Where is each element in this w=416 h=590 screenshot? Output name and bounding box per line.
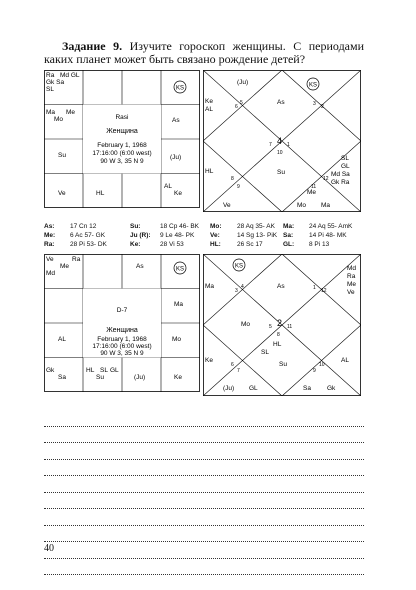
planet-value: 14 Sg 13- PiK <box>237 232 278 239</box>
d7-n-num-6: 6 <box>231 362 234 368</box>
planet-name: GL: <box>283 241 295 248</box>
planet-row <box>44 240 364 249</box>
d7-n-su: Su <box>279 361 287 368</box>
planet-row <box>44 231 364 240</box>
d7-ve: Ve <box>46 256 54 263</box>
rasi-n-mo: Mo <box>297 202 307 209</box>
planet-name: Ju (R): <box>130 232 151 239</box>
rasi-center-date: February 1, 1968 <box>97 142 147 149</box>
planet-value: 6 Ac 57- GK <box>70 232 106 239</box>
answer-line[interactable] <box>44 493 364 510</box>
planet-name: Ke: <box>130 241 141 248</box>
rasi-n-hl: HL <box>205 168 214 175</box>
planet-name: Ra: <box>44 241 55 248</box>
rasi-ra: Ra <box>46 72 55 79</box>
rasi-n-mdsa: Md Sa <box>331 171 350 178</box>
d7-n-ma: Ma <box>205 283 215 290</box>
rasi-gk-sa: Gk Sa <box>46 79 65 86</box>
planet-positions-table <box>44 222 364 249</box>
rasi-n-num-3: 3 <box>313 101 316 107</box>
planet-value: 24 Aq 55- AmK <box>309 223 353 230</box>
rasi-center-coords: 90 W 3, 35 N 9 <box>100 158 144 165</box>
rasi-n-num-10: 10 <box>277 150 283 156</box>
d7-center-time: 17:16:00 (6:00 west) <box>92 343 152 350</box>
d7-n-ju: (Ju) <box>223 385 235 392</box>
rasi-ju: (Ju) <box>170 154 182 161</box>
d7-sl: SL <box>100 367 108 374</box>
rasi-ma: Ma <box>46 109 56 116</box>
answer-lines <box>44 410 364 575</box>
planet-name: Mo: <box>210 223 222 230</box>
d7-n-gk: Gk <box>327 385 336 392</box>
rasi-n-num-9: 9 <box>237 184 240 190</box>
d7-center-name: Женщина <box>106 327 138 334</box>
task-label: Задание 9. <box>62 39 123 53</box>
d7-n-num-12: 12 <box>321 288 327 294</box>
answer-line[interactable] <box>44 542 364 559</box>
answer-line[interactable] <box>44 526 364 543</box>
answer-line[interactable] <box>44 443 364 460</box>
rasi-n-al: AL <box>205 106 213 113</box>
rasi-hl: HL <box>96 190 105 197</box>
rasi-n-num-8: 8 <box>231 176 234 182</box>
rasi-n-sl: SL <box>341 155 349 162</box>
planet-row <box>44 222 364 231</box>
d7-north-chart <box>203 254 361 396</box>
d7-ke: Ke <box>174 374 182 381</box>
d7-center-coords: 90 W 3, 35 N 9 <box>100 350 144 357</box>
d7-south-chart <box>44 254 200 392</box>
rasi-n-num-2: 2 <box>321 104 324 110</box>
answer-line[interactable] <box>44 427 364 444</box>
planet-value: 18 Cp 46- BK <box>160 223 200 230</box>
d7-n-as: As <box>277 283 285 290</box>
d7-center-date: February 1, 1968 <box>97 336 147 343</box>
rasi-ke: Ke <box>174 190 182 197</box>
task-text: Изучите гороскоп женщины. С периодами каких планет может быть связано рождение детей? <box>44 39 365 66</box>
planet-value: 28 Pi 53- DK <box>70 241 107 248</box>
planet-name: Sa: <box>283 232 294 239</box>
planet-name: Ma: <box>283 223 295 230</box>
d7-n-sl: SL <box>261 349 269 356</box>
ks-icon <box>174 81 186 93</box>
rasi-mo: Mo <box>54 116 64 123</box>
rasi-n-ve: Ve <box>223 202 231 209</box>
d7-gk: Gk <box>46 367 55 374</box>
d7-al: AL <box>58 336 66 343</box>
answer-line[interactable] <box>44 509 364 526</box>
svg-text:KS: KS <box>175 85 185 92</box>
planet-name: Ve: <box>210 232 220 239</box>
planet-value: 28 Vi 53 <box>160 241 184 248</box>
rasi-n-ke: Ke <box>205 98 213 105</box>
d7-sa: Sa <box>58 374 66 381</box>
rasi-n-su: Su <box>277 169 285 176</box>
d7-n-num-10: 10 <box>319 362 325 368</box>
svg-text:KS: KS <box>308 82 318 89</box>
rasi-as: As <box>172 117 180 124</box>
d7-ma: Ma <box>174 301 184 308</box>
rasi-n-ju: (Ju) <box>237 79 249 86</box>
planet-name: HL: <box>210 241 221 248</box>
d7-n-num-4: 4 <box>241 284 244 290</box>
answer-line[interactable] <box>44 460 364 477</box>
d7-n-num-3: 3 <box>235 288 238 294</box>
answer-line[interactable] <box>44 476 364 493</box>
planet-name: Me: <box>44 232 56 239</box>
planet-name: Su: <box>130 223 141 230</box>
d7-n-ke: Ke <box>205 357 213 364</box>
d7-md: Md <box>46 270 56 277</box>
rasi-center-title: Rasi <box>115 114 129 121</box>
rasi-center-time: 17:16:00 (6:00 west) <box>92 150 152 157</box>
d7-n-gl: GL <box>249 385 258 392</box>
d7-n-ra: Ra <box>347 273 356 280</box>
planet-value: 9 Le 48- PK <box>160 232 195 239</box>
rasi-sl: SL <box>46 86 54 93</box>
rasi-n-num-6: 6 <box>235 104 238 110</box>
d7-n-num-11: 11 <box>287 324 293 330</box>
d7-n-md: Md <box>347 265 357 272</box>
rasi-n-num-7: 7 <box>269 142 272 148</box>
d7-n-hl: HL <box>273 341 282 348</box>
rasi-south-chart <box>44 70 200 208</box>
d7-n-num-8: 8 <box>277 332 280 338</box>
d7-as: As <box>136 263 144 270</box>
rasi-n-ma: Ma <box>321 202 331 209</box>
rasi-n-gkra: Gk Ra <box>331 179 350 186</box>
d7-n-ve: Ve <box>347 289 355 296</box>
answer-line[interactable] <box>44 410 364 427</box>
d7-ju: (Ju) <box>134 374 146 381</box>
ks-icon <box>307 78 319 90</box>
d7-n-num-2: 2 <box>277 318 283 328</box>
planet-value: 8 Pi 13 <box>309 241 330 248</box>
d7-n-num-5: 5 <box>269 324 272 330</box>
rasi-al: AL <box>164 183 172 190</box>
rasi-md-gl: Md GL <box>60 72 80 79</box>
rasi-me: Me <box>66 109 76 116</box>
rasi-n-num-4: 4 <box>277 136 283 146</box>
d7-n-num-9: 9 <box>313 368 316 374</box>
d7-su: Su <box>96 374 104 381</box>
ks-icon <box>174 262 186 274</box>
d7-center-title: D-7 <box>116 307 128 314</box>
planet-value: 26 Sc 17 <box>237 241 263 248</box>
d7-n-mo: Mo <box>241 321 251 328</box>
answer-line[interactable] <box>44 559 364 576</box>
d7-me: Me <box>60 263 70 270</box>
task-paragraph <box>44 40 364 66</box>
rasi-center-name: Женщина <box>106 128 138 135</box>
rasi-n-me: Me <box>307 189 317 196</box>
rasi-n-num-11: 11 <box>311 184 317 190</box>
rasi-north-chart <box>203 70 361 212</box>
ks-icon <box>233 259 245 271</box>
d7-n-al: AL <box>341 357 349 364</box>
rasi-n-gl: GL <box>341 163 350 170</box>
rasi-su: Su <box>58 152 66 159</box>
d7-n-sa: Sa <box>303 385 311 392</box>
d7-gl: GL <box>110 367 119 374</box>
d7-hl: HL <box>86 367 95 374</box>
planet-value: 28 Aq 35- AK <box>237 223 275 230</box>
d7-n-me: Me <box>347 281 357 288</box>
planet-name: As: <box>44 223 55 230</box>
rasi-n-num-12: 12 <box>323 176 329 182</box>
svg-text:KS: KS <box>234 263 244 270</box>
planet-value: 14 Pi 48- MK <box>309 232 347 239</box>
planet-value: 17 Cn 12 <box>70 223 97 230</box>
rasi-n-as: As <box>277 99 285 106</box>
d7-ra: Ra <box>72 256 81 263</box>
page-number: 40 <box>44 543 54 554</box>
d7-n-num-7: 7 <box>237 368 240 374</box>
d7-n-num-1: 1 <box>313 285 316 291</box>
svg-text:KS: KS <box>175 266 185 273</box>
rasi-n-num-5: 5 <box>240 100 243 106</box>
rasi-ve: Ve <box>58 190 66 197</box>
d7-mo: Mo <box>172 336 182 343</box>
rasi-n-num-1: 1 <box>287 142 290 148</box>
